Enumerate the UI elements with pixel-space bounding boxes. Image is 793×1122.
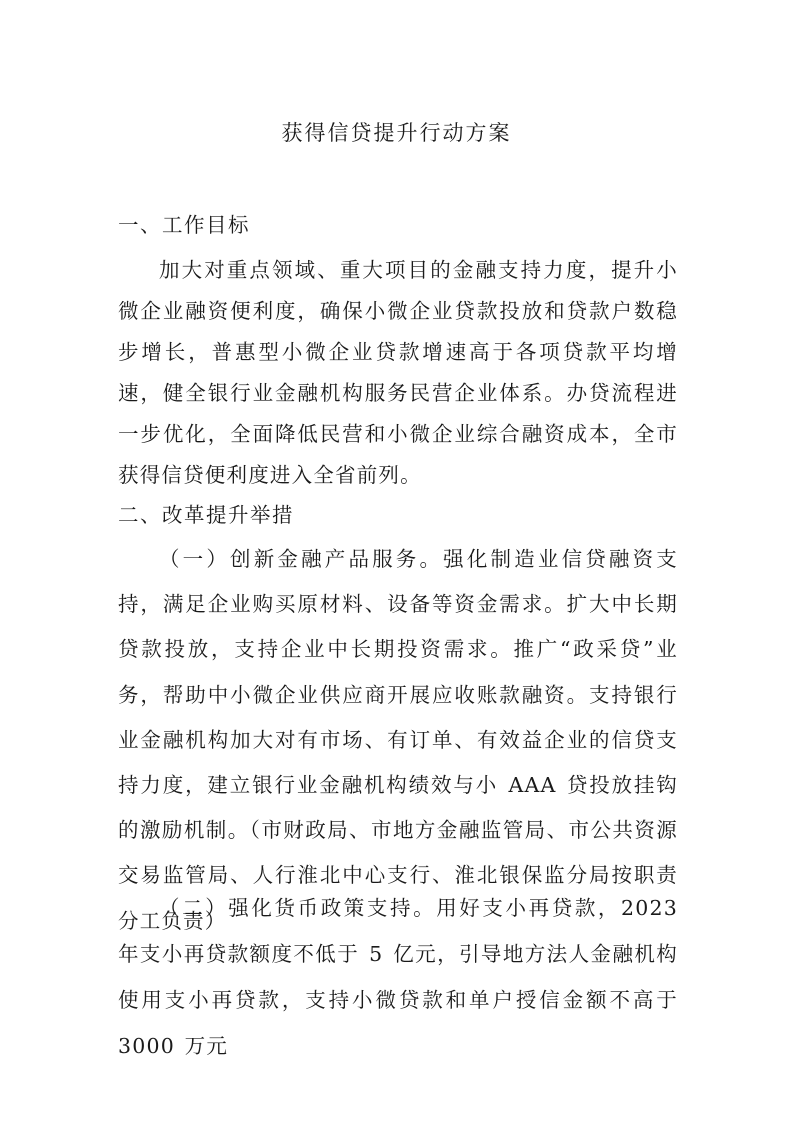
document-title: 获得信贷提升行动方案 — [281, 121, 512, 145]
paragraph-goals: 加大对重点领域、重大项目的金融支持力度，提升小微企业融资便利度，确保小微企业贷款投放和贷款户数稳步增长，普惠型小微企业贷款增速高于各项贷款平均增速，健全银行业金融机构服务民营企业体系。办贷流程进一步优化，全面降低民营和小微企业综合融资成本，全市获得信贷便利度进入全省前列。 — [118, 258, 678, 487]
section-heading-goals: 一、工作目标 — [118, 213, 250, 237]
paragraph-measure-2: （二）强化货币政策支持。用好支小再贷款，2023 年支小再贷款额度不低于 5 亿元，引导地方法人金融机构使用支小再贷款，支持小微贷款和单户授信金额不高于 3000 万元 — [118, 896, 678, 1058]
section-heading-measures: 二、改革提升举措 — [118, 503, 294, 527]
paragraph-measure-1: （一）创新金融产品服务。强化制造业信贷融资支持，满足企业购买原材料、设备等资金需求。扩大中长期贷款投放，支持企业中长期投资需求。推广“政采贷”业务，帮助中小微企业供应商开展应收账款融资。支持银行业金融机构加大对有市场、有订单、有效益企业的信贷支持力度，建立银行业金融机构绩效与小 AAA 贷投放挂钩的激励机制。（市财政局、市地方金融监管局、市公共资源交易监管局、人行淮北中心支行、淮北银保监分局按职责分工负责） — [118, 547, 678, 933]
